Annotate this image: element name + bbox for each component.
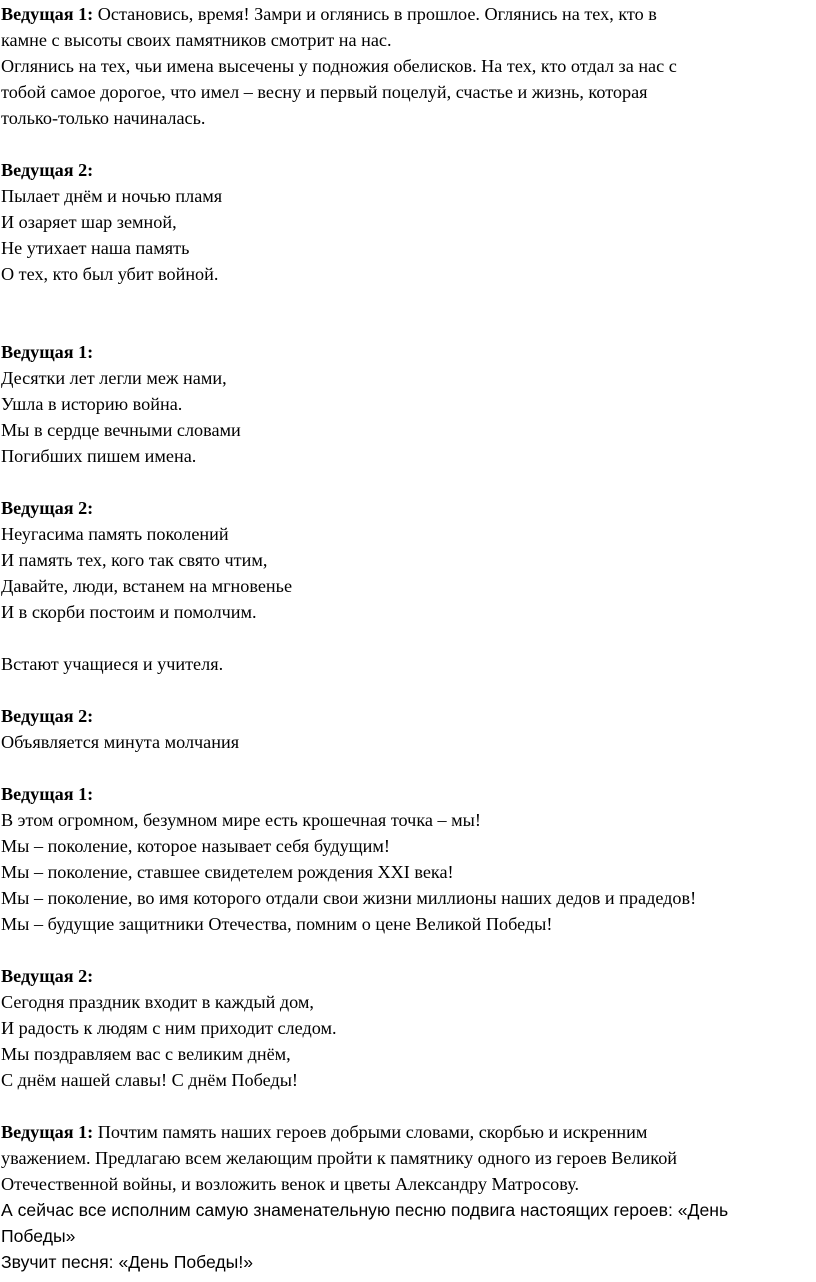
poem-line: О тех, кто был убит войной. xyxy=(1,264,219,284)
poem-line: Десятки лет легли меж нами, xyxy=(1,368,227,388)
paragraph-line: уважением. Предлагаю всем желающим пройти к памятнику одного из героев Великой xyxy=(1,1148,678,1168)
blank-line xyxy=(1,625,812,651)
speaker-label: Ведущая 1: xyxy=(1,784,94,804)
blank-line xyxy=(1,131,812,157)
speaker-label: Ведущая 2: xyxy=(1,706,94,726)
paragraph-line: тобой самое дорогое, что имел – весну и первый поцелуй, счастье и жизнь, которая xyxy=(1,82,648,102)
speech-line: Объявляется минута молчания xyxy=(1,732,240,752)
poem-line: И озаряет шар земной, xyxy=(1,212,177,232)
blank-line xyxy=(1,1093,812,1119)
paragraph-line: камне с высоты своих памятников смотрит на нас. xyxy=(1,30,392,50)
speaker-label: Ведущая 2: xyxy=(1,160,94,180)
blank-line xyxy=(1,677,812,703)
blank-line xyxy=(1,469,812,495)
poem-line: Мы поздравляем вас с великим днём, xyxy=(1,1044,291,1064)
poem-line: Погибших пишем имена. xyxy=(1,446,197,466)
closing-line: А сейчас все исполним самую знаменательную песню подвига настоящих героев: «День xyxy=(1,1200,729,1220)
closing-line: Победы» xyxy=(1,1226,76,1246)
blank-lines xyxy=(1,287,812,339)
speaker-label: Ведущая 1: xyxy=(1,4,94,24)
poem-line: Ушла в историю война. xyxy=(1,394,183,414)
speech-line: Мы – поколение, которое называет себя будущим! xyxy=(1,836,390,856)
blank-line xyxy=(1,755,812,781)
speaker-label: Ведущая 1: xyxy=(1,1122,94,1142)
paragraph-line xyxy=(1,1,812,27)
poem-line: С днём нашей славы! С днём Победы! xyxy=(1,1070,298,1090)
poem-line: Не утихает наша память xyxy=(1,238,190,258)
paragraph-line: Оглянись на тех, чьи имена высечены у подножия обелисков. На тех, кто отдал за нас с xyxy=(1,56,677,76)
speech-line: Мы – будущие защитники Отечества, помним о цене Великой Победы! xyxy=(1,914,553,934)
speaker-label: Ведущая 1: xyxy=(1,342,94,362)
poem-line: И радость к людям с ним приходит следом. xyxy=(1,1018,337,1038)
script-document xyxy=(1,1,812,1275)
paragraph-line: только-только начиналась. xyxy=(1,108,206,128)
speech-line: Мы – поколение, ставшее свидетелем рождения XXI века! xyxy=(1,862,454,882)
speech-line: В этом огромном, безумном мире есть крошечная точка – мы! xyxy=(1,810,481,830)
blank-line xyxy=(1,937,812,963)
speaker-label: Ведущая 2: xyxy=(1,498,94,518)
speech-text: Остановись, время! Замри и оглянись в прошлое. Оглянись на тех, кто в xyxy=(93,4,657,24)
paragraph-line xyxy=(1,1119,812,1145)
stage-direction: Встают учащиеся и учителя. xyxy=(1,654,224,674)
speech-line: Мы – поколение, во имя которого отдали свои жизни миллионы наших дедов и прадедов! xyxy=(1,888,697,908)
song-announcement: Звучит песня: «День Победы!» xyxy=(1,1252,253,1272)
poem-line: Сегодня праздник входит в каждый дом, xyxy=(1,992,314,1012)
poem-line: Мы в сердце вечными словами xyxy=(1,420,241,440)
poem-line: Пылает днём и ночью пламя xyxy=(1,186,223,206)
speech-text: Почтим память наших героев добрыми словами, скорбью и искренним xyxy=(93,1122,648,1142)
paragraph-line: Отечественной войны, и возложить венок и цветы Александру Матросову. xyxy=(1,1174,580,1194)
poem-line: Давайте, люди, встанем на мгновенье xyxy=(1,576,293,596)
poem-line: Неугасима память поколений xyxy=(1,524,229,544)
speaker-label: Ведущая 2: xyxy=(1,966,94,986)
poem-line: И в скорби постоим и помолчим. xyxy=(1,602,257,622)
poem-line: И память тех, кого так свято чтим, xyxy=(1,550,268,570)
